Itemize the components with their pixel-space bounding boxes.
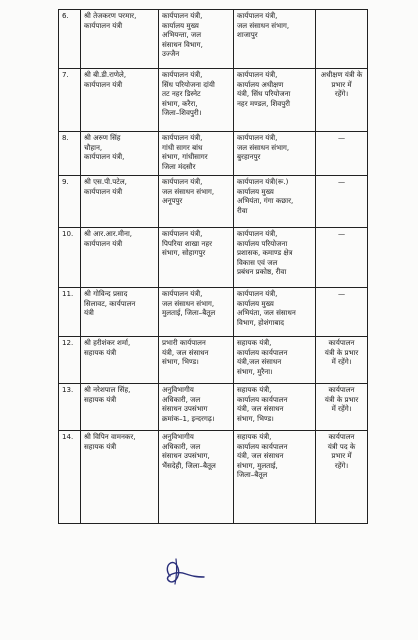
serial-number-cell: 10. bbox=[59, 228, 81, 288]
table-row bbox=[59, 337, 368, 384]
table-row bbox=[59, 176, 368, 228]
table-row bbox=[59, 431, 368, 524]
table-row bbox=[59, 288, 368, 337]
serial-number-cell: 7. bbox=[59, 69, 81, 132]
officer-name-cell: श्री बी.डी.राणेले, कार्यपालन यंत्री bbox=[81, 69, 159, 132]
new-posting-cell: कार्यपालन यंत्री, कार्यालय अधीक्षण यंत्री, सिंध परियोजना नहर मण्डल, शिवपुरी bbox=[234, 69, 316, 132]
officer-name-cell: श्री नरेशपाल सिंह, सहायक यंत्री bbox=[81, 384, 159, 431]
new-posting-cell: सहायक यंत्री, कार्यालय कार्यपालन यंत्री, जल संसाधन संभाग, मुलताई, जिला–बैतूल bbox=[234, 431, 316, 524]
serial-number-cell: 9. bbox=[59, 176, 81, 228]
handwritten-signature bbox=[156, 550, 212, 590]
current-posting-cell: कार्यपालन यंत्री, जल संसाधन संभाग, अनूपपुर bbox=[159, 176, 234, 228]
officer-name-cell: श्री गोविन्द प्रसाद सिलावट, कार्यपालन यंत्री bbox=[81, 288, 159, 337]
current-posting-cell: कार्यपालन यंत्री, कार्यालय मुख्य अभियन्ता, जल संसाधन विभाग, उज्जैन bbox=[159, 10, 234, 69]
table-row bbox=[59, 228, 368, 288]
remark-cell: कार्यपालन यंत्री पद के प्रभार में रहेंगे। bbox=[316, 431, 368, 524]
serial-number-cell: 12. bbox=[59, 337, 81, 384]
officer-name-cell: श्री एस.पी.पटेल, कार्यपालन यंत्री bbox=[81, 176, 159, 228]
serial-number-cell: 13. bbox=[59, 384, 81, 431]
officer-name-cell: श्री हरीशंकर शर्मा, सहायक यंत्री bbox=[81, 337, 159, 384]
current-posting-cell: कार्यपालन यंत्री, जल संसाधन संभाग, मुलताई, जिला–बैतूल bbox=[159, 288, 234, 337]
remark-cell: — bbox=[316, 228, 368, 288]
new-posting-cell: कार्यपालन यंत्री(रू.) कार्यालय मुख्य अभियंता, गंगा कछार, रीवा bbox=[234, 176, 316, 228]
remark-cell: — bbox=[316, 132, 368, 176]
table-row bbox=[59, 10, 368, 69]
officer-name-cell: श्री विपिन वामनकर, सहायक यंत्री bbox=[81, 431, 159, 524]
serial-number-cell: 8. bbox=[59, 132, 81, 176]
table-row bbox=[59, 69, 368, 132]
new-posting-cell: सहायक यंत्री, कार्यालय कार्यपालन यंत्री,जल संसाधन संभाग, मुरैना। bbox=[234, 337, 316, 384]
current-posting-cell: अनुविभागीय अधिकारी, जल संसाधन उपसंभाग क्रमांक–1, इन्दरगढ़। bbox=[159, 384, 234, 431]
table-row bbox=[59, 384, 368, 431]
officer-name-cell: श्री आर.आर.मीना, कार्यपालन यंत्री bbox=[81, 228, 159, 288]
remark-cell: कार्यपालन यंत्री के प्रभार में रहेंगे। bbox=[316, 384, 368, 431]
new-posting-cell: कार्यपालन यंत्री, जल संसाधन संभाग, शाजापुर bbox=[234, 10, 316, 69]
new-posting-cell: कार्यपालन यंत्री, जल संसाधन संभाग, बुरहानपुर bbox=[234, 132, 316, 176]
remark-cell: — bbox=[316, 176, 368, 228]
new-posting-cell: कार्यपालन यंत्री, कार्यालय मुख्य अभियंता, जल संसाधन विभाग, होशंगाबाद bbox=[234, 288, 316, 337]
serial-number-cell: 11. bbox=[59, 288, 81, 337]
new-posting-cell: कार्यपालन यंत्री, कार्यालय परियोजना प्रशासक, कमाण्ड क्षेत्र विकास एवं जल प्रबंधन प्रकोष्ठ, रीवा bbox=[234, 228, 316, 288]
remark-cell: कार्यपालन यंत्री के प्रभार में रहेंगे। bbox=[316, 337, 368, 384]
current-posting-cell: अनुविभागीय अधिकारी, जल संसाधन उपसंभाग, भैंसदेही, जिला–बैतूल bbox=[159, 431, 234, 524]
current-posting-cell: कार्यपालन यंत्री, सिंध परियोजना दांयी तट नहर डिस्नेट संभाग, करैरा, जिला–शिवपुरी। bbox=[159, 69, 234, 132]
transfer-order-table bbox=[58, 9, 368, 524]
serial-number-cell: 6. bbox=[59, 10, 81, 69]
remark-cell: — bbox=[316, 288, 368, 337]
current-posting-cell: कार्यपालन यंत्री, पिपरिया शाखा नहर संभाग, सोहागपुर bbox=[159, 228, 234, 288]
table-row bbox=[59, 132, 368, 176]
officer-name-cell: श्री तेजकरण परमार, कार्यपालन यंत्री bbox=[81, 10, 159, 69]
remark-cell bbox=[316, 10, 368, 69]
serial-number-cell: 14. bbox=[59, 431, 81, 524]
current-posting-cell: प्रभारी कार्यपालन यंत्री, जल संसाधन संभाग, भिण्ड। bbox=[159, 337, 234, 384]
current-posting-cell: कार्यपालन यंत्री, गांधी सागर बांध संभाग, गांधीसागर जिला मंदसौर bbox=[159, 132, 234, 176]
remark-cell: अधीक्षण यंत्री के प्रभार में रहेंगे। bbox=[316, 69, 368, 132]
new-posting-cell: सहायक यंत्री, कार्यालय कार्यपालन यंत्री, जल संसाधन संभाग, भिण्ड। bbox=[234, 384, 316, 431]
officer-name-cell: श्री अरुण सिंह चौहान, कार्यपालन यंत्री, bbox=[81, 132, 159, 176]
